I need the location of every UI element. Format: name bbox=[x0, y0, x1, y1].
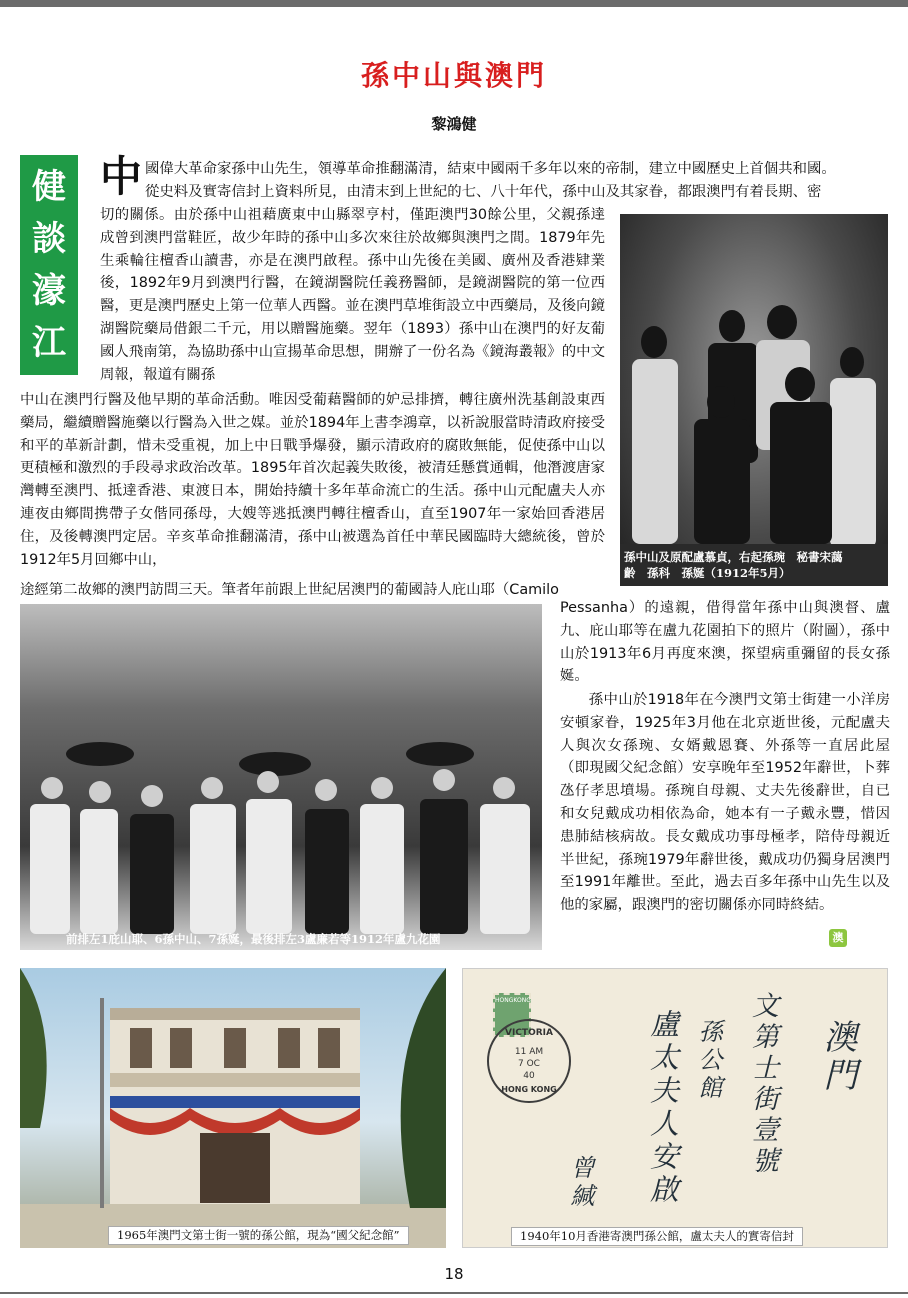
garden-photo-caption: 前排左1庇山耶、6孫中山、7孫娫，最後排左3盧廉若等1912年盧九花園 bbox=[66, 932, 441, 946]
handwriting-line: 文第士街壹號 bbox=[747, 991, 778, 1177]
envelope-photo-caption: 1940年10月香港寄澳門孫公館，盧太夫人的實寄信封 bbox=[511, 1227, 803, 1246]
column-label-char: 濠 bbox=[32, 271, 66, 311]
handwriting-line: 孫公館 bbox=[694, 1019, 722, 1103]
building-illustration bbox=[20, 968, 446, 1248]
top-rule bbox=[0, 0, 908, 7]
postmark-year: 40 bbox=[523, 1071, 535, 1081]
handwriting-line: 曾緘 bbox=[566, 1155, 594, 1211]
garden-photo bbox=[20, 604, 542, 950]
body-line: 從史料及實寄信封上資料所見，由清末到上世紀的七、八十年代，孫中山及其家眷，都跟澳門有着長期、密 bbox=[145, 184, 822, 200]
column-label-char: 江 bbox=[32, 323, 66, 363]
postmark-country: HONG KONG bbox=[501, 1085, 557, 1094]
stamp-text: HONGKONG bbox=[495, 997, 531, 1004]
building-photo bbox=[20, 968, 446, 1248]
postmark-time: 11 AM bbox=[514, 1047, 544, 1057]
body-text-right: Pessanha）的遠親，借得當年孫中山與澳督、盧九、庇山耶等在盧九花園拍下的照片（附圖），孫中山於1913年6月再度來澳，探望病重彌留的長女孫娫。 bbox=[560, 600, 890, 685]
page-number: 18 bbox=[444, 1265, 464, 1283]
column-label bbox=[20, 155, 78, 375]
family-figures bbox=[620, 214, 888, 586]
body-line: 途經第二故鄉的澳門訪問三天。筆者年前跟上世紀居澳門的葡國詩人庇山耶（Camilo bbox=[20, 582, 559, 598]
body-text-right: 孫中山於1918年在今澳門文第士街建一小洋房安頓家眷，1925年3月他在北京逝世後，元配盧夫人與次女孫琬、女婿戴恩賽、外孫等一直居此屋（即現國父紀念館）安享晚年至1952年辭世，卜葬氹仔孝思墳場。孫琬自母親、丈夫先後辭世，自已和女兒戴成功相依為命，她本有一子戴永豐，惜因患肺結核病故。長女戴成功事母極孝，陪侍母親近半世紀，孫琬1979年辭世後，戴成功仍獨身居澳門至1991年離世。至此，過去百多年孫中山先生以及他的家屬，跟澳門的密切關係亦同時終結。 bbox=[560, 692, 890, 914]
article-title: 孫中山與澳門 bbox=[360, 59, 547, 92]
bottom-rule bbox=[0, 1292, 908, 1294]
postmark-date: 7 OC bbox=[518, 1059, 540, 1069]
building-photo-caption: 1965年澳門文第士街一號的孫公館，現為“國父紀念館” bbox=[108, 1226, 409, 1245]
family-photo bbox=[620, 214, 888, 586]
handwriting-line: 澳門 bbox=[817, 1019, 857, 1095]
family-photo-caption: 齡 孫科 孫娫（1912年5月） bbox=[624, 566, 791, 580]
garden-crowd bbox=[20, 604, 542, 950]
body-text-wide: 中山在澳門行醫及他早期的革命活動。唯因受葡藉醫師的妒忌排擠，轉往廣州洗基創設東西藥局，繼續贈醫施藥以行醫為入世之媒。並於1894年上書李鴻章，以祈說服當時清政府接受和平的革新計劃，惜未受重視，加上中日戰爭爆發，顯示清政府的腐敗無能，促使孫中山以更積極和激烈的手段尋求政治改革。1895年首次起義失敗後，被清廷懸賞通輯，他潛渡唐家灣轉至澳門、抵達香港、東渡日本，開始持續十多年革命流亡的生活。孫中山元配盧夫人亦連夜由鄉間携帶子女偕同孫母，大嫂等逃抵澳門轉往檀香山，直至1907年一家始回香港居住，及後轉澳門定居。辛亥革命推翻滿清，孫中山被選為首任中華民國臨時大總統後，曾於1912年5月回鄉中山， bbox=[20, 392, 605, 568]
column-label-char: 談 bbox=[32, 219, 66, 259]
end-mark-icon: 澳 bbox=[829, 929, 847, 947]
envelope-photo bbox=[462, 968, 888, 1248]
handwriting-line: 盧太夫人安啟 bbox=[646, 1009, 680, 1207]
postmark-city: VICTORIA bbox=[505, 1028, 553, 1038]
body-line: 國偉大革命家孫中山先生，領導革命推翻滿清，結束中國兩千多年以來的帝制，建立中國歷史上首個共和國。 bbox=[145, 161, 836, 177]
family-photo-caption: 孫中山及原配盧慕貞，右起孫琬 秘書宋藹 bbox=[624, 550, 843, 564]
postmark bbox=[487, 1019, 571, 1103]
article-author: 黎鴻健 bbox=[431, 115, 477, 133]
body-text-narrow: 切的關係。由於孫中山祖藉廣東中山縣翠亨村，僅距澳門30餘公里，父親孫達成曾到澳門當鞋匠，故少年時的孫中山多次來往於故鄉與澳門之間。1879年先生乘輪往檀香山讀書，亦是在澳門啟程。孫中山先後在美國、廣州及香港肄業後，1892年9月到澳門行醫，在鏡湖醫院任義務醫師，是鏡湖醫院的第一位西醫，更是澳門歷史上第一位華人西醫。並在澳門草堆街設立中西藥局，及後向鏡湖醫院藥局借銀二千元，用以贈醫施藥。翌年（1893）孫中山在澳門的好友葡國人飛南第，為協助孫中山宣揚革命思想，開辦了一份名為《鏡海叢報》的中文周報，報道有關孫 bbox=[100, 207, 605, 383]
column-label-char: 健 bbox=[32, 167, 66, 207]
drop-cap: 中 bbox=[100, 152, 143, 201]
